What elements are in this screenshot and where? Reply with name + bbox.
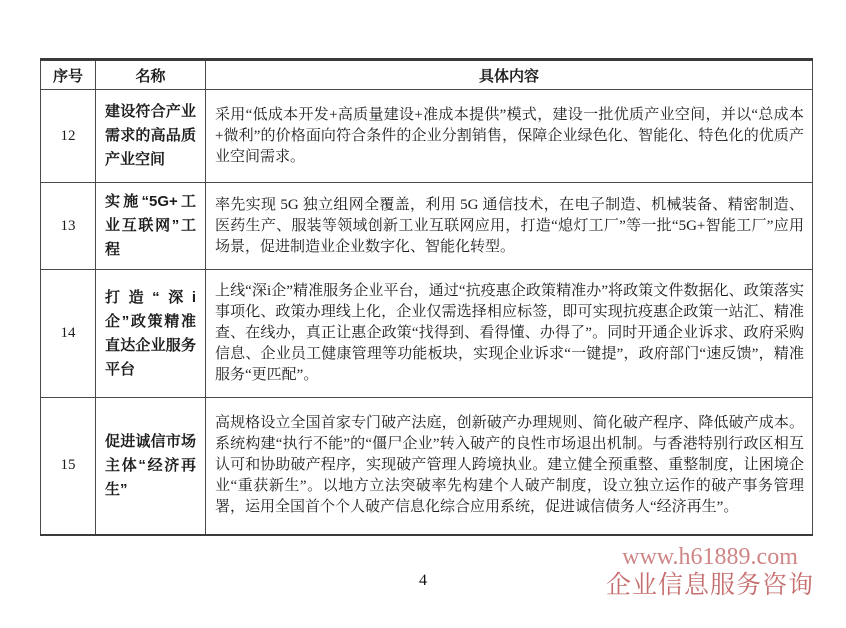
row-name-cell: 打造“深i企”政策精准直达企业服务平台 [96, 270, 206, 398]
header-cell-content: 具体内容 [206, 60, 813, 90]
table-row [41, 90, 813, 183]
header-cell-index: 序号 [41, 60, 96, 90]
row-content-cell: 率先实现 5G 独立组网全覆盖，利用 5G 通信技术，在电子制造、机械装备、精密制造、医药生产、服装等领域创新工业互联网应用，打造“熄灯工厂”等一批“5G+智能工厂”应用场景，促进制造业企业数字化、智能化转型。 [206, 183, 813, 270]
watermark [606, 544, 814, 600]
content-table [40, 58, 813, 536]
table-row [41, 183, 813, 270]
table-row [41, 398, 813, 535]
row-number-cell: 14 [41, 270, 96, 398]
row-content-cell: 采用“低成本开发+高质量建设+准成本提供”模式，建设一批优质产业空间，并以“总成本+微利”的价格面向符合条件的企业分割销售，保障企业绿色化、智能化、特色化的优质产业空间需求。 [206, 90, 813, 183]
row-content-cell: 上线“深i企”精准服务企业平台，通过“抗疫惠企政策精准办”将政策文件数据化、政策落实事项化、政策办理线上化，企业仅需选择相应标签，即可实现抗疫惠企政策一站汇、精准查、在线办，真正让惠企政策“找得到、看得懂、办得了”。同时开通企业诉求、政府采购信息、企业员工健康管理等功能板块，实现企业诉求“一键提”，政府部门“速反馈”，精准服务“更匹配”。 [206, 270, 813, 398]
row-name-cell: 促进诚信市场主体“经济再生” [96, 398, 206, 535]
table-row [41, 270, 813, 398]
row-name-cell: 建设符合产业需求的高品质产业空间 [96, 90, 206, 183]
watermark-url: www.h61889.com [622, 544, 798, 570]
row-content-cell: 高规格设立全国首家专门破产法庭，创新破产办理规则、简化破产程序、降低破产成本。系统构建“执行不能”的“僵尸企业”转入破产的良性市场退出机制。与香港特别行政区相互认可和协助破产程序，实现破产管理人跨境执业。建立健全预重整、重整制度，让困境企业“重获新生”。以地方立法突破率先构建个人破产制度，设立独立运作的破产事务管理署，运用全国首个个人破产信息化综合应用系统，促进诚信债务人“经济再生”。 [206, 398, 813, 535]
page-number: 4 [419, 572, 427, 589]
row-number-cell: 13 [41, 183, 96, 270]
watermark-caption: 企业信息服务咨询 [605, 571, 814, 599]
table-header-row [41, 60, 813, 90]
header-cell-name: 名称 [96, 60, 206, 90]
row-name-cell: 实施“5G+工业互联网”工程 [96, 183, 206, 270]
row-number-cell: 12 [41, 90, 96, 183]
row-number-cell: 15 [41, 398, 96, 535]
